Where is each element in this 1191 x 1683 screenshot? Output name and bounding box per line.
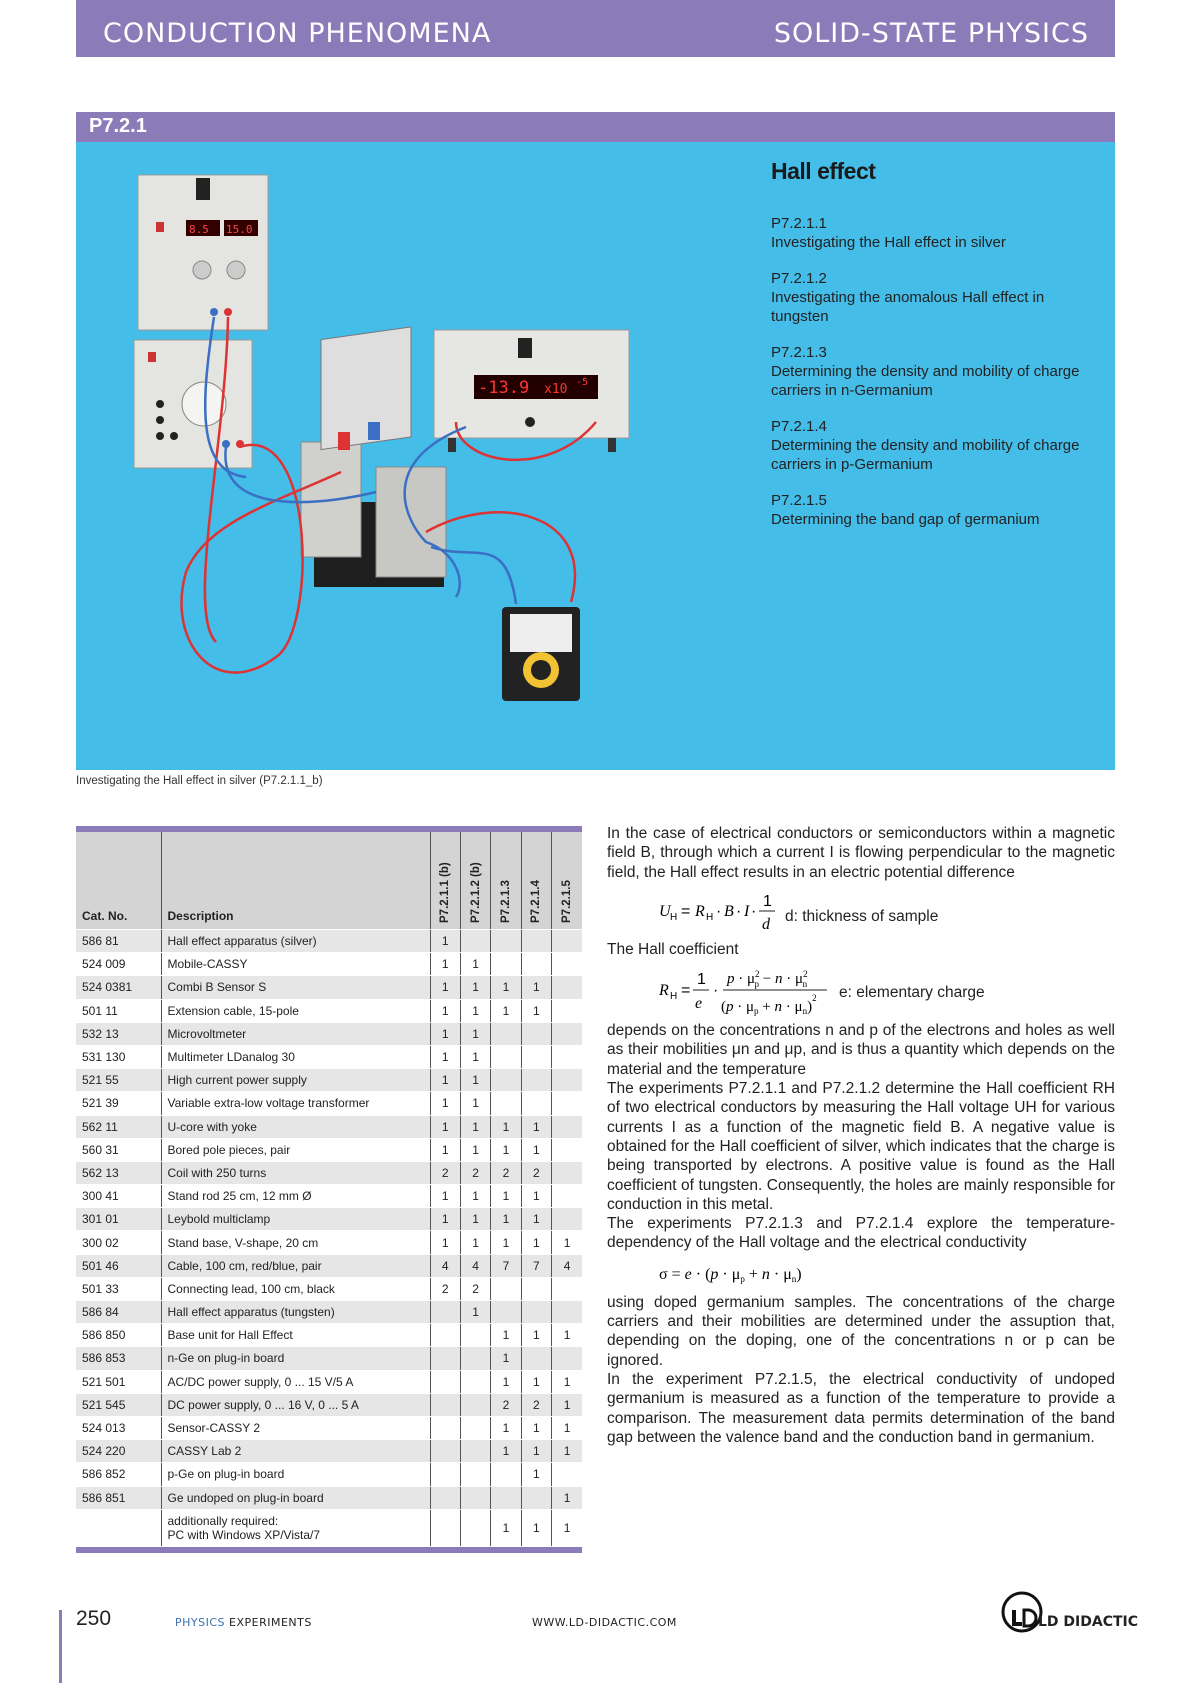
quantity-cell: 1 [491,976,521,999]
formula-note: d: thickness of sample [785,907,939,925]
header-cat-no: Cat. No. [76,832,161,930]
quantity-cell: 2 [430,1277,460,1300]
quantity-cell [460,930,490,953]
quantity-cell: 2 [521,1393,551,1416]
cat-no-cell: 560 31 [76,1138,161,1161]
table-row [76,1069,582,1092]
quantity-cell [430,1486,460,1509]
footer-rule [59,1610,62,1683]
quantity-cell: 1 [521,1185,551,1208]
quantity-cell: 1 [552,1324,582,1347]
quantity-cell: 7 [521,1254,551,1277]
quantity-cell: 1 [491,1370,521,1393]
quantity-cell [552,1115,582,1138]
paragraph: In the experiment P7.2.1.5, the electrical conductivity of undoped germanium is measured as a function of the temperature to provide a comparison. The measurement data permits determination of the band gap between the valence band and the conduction band in germanium. [607,1370,1115,1446]
cat-no-cell: 531 130 [76,1045,161,1068]
cat-no-cell: 524 220 [76,1440,161,1463]
description-cell: Coil with 250 turns [161,1161,430,1184]
quantity-cell: 1 [552,1393,582,1416]
svg-text:1: 1 [763,892,772,910]
quantity-cell [491,1301,521,1324]
quantity-cell: 1 [491,1208,521,1231]
hall-voltage-formula [607,882,1115,940]
paragraph: depends on the concentrations n and p of the electrons and holes as well as their mobilities μn and μp, and is thus a quantity which depends on the material and the temperature [607,1022,1115,1078]
cat-no-cell: 501 33 [76,1277,161,1300]
table-row [76,1416,582,1439]
svg-text:H: H [670,911,678,923]
quantity-cell: 1 [430,1069,460,1092]
quantity-cell: 2 [460,1277,490,1300]
svg-text:σ = e · (p · μp + n · μn): σ = e · (p · μp + n · μn) [659,1265,802,1284]
svg-text:(p · μp + n · μn)2: $(p \cdot \mu_p + n \cdot \mu_n)^2$ [721,993,817,1017]
table-row [76,1463,582,1486]
voltmeter-display: -13.9 [478,378,530,398]
quantity-cell: 1 [521,999,551,1022]
description-cell: Multimeter LDanalog 30 [161,1045,430,1068]
svg-text:·: · [713,982,719,1000]
quantity-cell: 1 [460,1022,490,1045]
hall-coefficient-formula [607,959,1115,1021]
quantity-cell: 1 [491,1231,521,1254]
cat-no-cell: 300 41 [76,1185,161,1208]
table-row [76,1138,582,1161]
experiment-code: P7.2.1.3 [771,344,827,361]
photo-caption: Investigating the Hall effect in silver (P7.2.1.1_b) [76,775,323,787]
description-cell: Sensor-CASSY 2 [161,1416,430,1439]
table-row [76,1277,582,1300]
quantity-cell: 2 [491,1161,521,1184]
quantity-cell: 1 [521,1463,551,1486]
upper-display-2: 15.0 [226,223,253,236]
table-row [76,930,582,953]
description-cell: Connecting lead, 100 cm, black [161,1277,430,1300]
quantity-cell [552,1161,582,1184]
quantity-cell [430,1416,460,1439]
quantity-cell: 1 [491,1416,521,1439]
quantity-cell [460,1347,490,1370]
quantity-cell: 1 [460,1092,490,1115]
svg-text:H: H [670,991,678,1003]
svg-text:=: = [681,982,691,1000]
experiment-item [771,269,1091,326]
description-cell: Stand base, V-shape, 20 cm [161,1231,430,1254]
quantity-cell [521,1045,551,1068]
experiment-title: Determining the density and mobility of charge carriers in p-Germanium [771,437,1080,473]
experiment-list [771,214,1091,546]
svg-text:·: · [751,902,757,920]
header-exp-col: P7.2.1.1 (b) [430,832,460,930]
header-left-title: CONDUCTION PHENOMENA [103,18,492,49]
cat-no-cell: 586 851 [76,1486,161,1509]
quantity-cell: 1 [430,1045,460,1068]
cat-no-cell: 521 55 [76,1069,161,1092]
quantity-cell: 1 [491,1440,521,1463]
additional-item: PC with Windows XP/Vista/7 [167,1527,321,1542]
footer-series [175,1616,312,1629]
quantity-cell [552,1138,582,1161]
experiment-item [771,214,1091,252]
quantity-cell [430,1463,460,1486]
table-row [76,1022,582,1045]
logo-text: LD DIDACTIC [1038,1614,1139,1630]
description-cell: Microvoltmeter [161,1022,430,1045]
quantity-cell: 1 [460,1185,490,1208]
quantity-cell [552,999,582,1022]
experiment-title: Determining the density and mobility of charge carriers in n-Germanium [771,363,1080,399]
description-cell: Base unit for Hall Effect [161,1324,430,1347]
experiment-code: P7.2.1.5 [771,492,827,509]
cat-no-cell: 562 13 [76,1161,161,1184]
quantity-cell [552,930,582,953]
header-bar [76,0,1115,57]
description-cell: Variable extra-low voltage transformer [161,1092,430,1115]
quantity-cell: 1 [521,1324,551,1347]
description-cell: Leybold multiclamp [161,1208,430,1231]
cat-no-cell: 300 02 [76,1231,161,1254]
quantity-cell: 1 [491,1138,521,1161]
table-row [76,1161,582,1184]
experiment-code: P7.2.1.4 [771,418,827,435]
table-row [76,1370,582,1393]
quantity-cell: 1 [430,1138,460,1161]
quantity-cell: 1 [430,953,460,976]
quantity-cell: 1 [552,1509,582,1546]
description-cell [161,1509,430,1546]
quantity-cell [521,1069,551,1092]
quantity-cell [460,1486,490,1509]
quantity-cell: 2 [460,1161,490,1184]
quantity-cell: 1 [460,999,490,1022]
cat-no-cell: 521 545 [76,1393,161,1416]
description-cell: High current power supply [161,1069,430,1092]
quantity-cell: 1 [460,976,490,999]
quantity-cell: 1 [460,1208,490,1231]
table-row [76,1115,582,1138]
quantity-cell [430,1370,460,1393]
paragraph: The Hall coefficient [607,940,739,958]
table-row [76,999,582,1022]
quantity-cell [552,1092,582,1115]
footer-series-rest: EXPERIMENTS [225,1616,312,1629]
quantity-cell [552,1277,582,1300]
cat-no-cell [76,1509,161,1546]
cat-no-cell: 562 11 [76,1115,161,1138]
header-right-title: SOLID-STATE PHYSICS [773,18,1089,49]
quantity-cell [430,1509,460,1546]
quantity-cell [460,1463,490,1486]
svg-text:U: U [659,902,671,920]
hall-coefficient-equation [655,959,855,1021]
table-row [76,953,582,976]
description-cell: Extension cable, 15-pole [161,999,430,1022]
description-cell: Mobile-CASSY [161,953,430,976]
quantity-cell [521,1347,551,1370]
quantity-cell: 1 [460,953,490,976]
quantity-cell: 1 [521,1509,551,1546]
table-bottom-rule [76,1547,582,1553]
quantity-cell: 2 [521,1161,551,1184]
quantity-cell [491,1486,521,1509]
quantity-cell [491,953,521,976]
quantity-cell [460,1416,490,1439]
table-row [76,1440,582,1463]
conductivity-equation [659,1253,859,1293]
quantity-cell: 1 [552,1231,582,1254]
cat-no-cell: 586 853 [76,1347,161,1370]
quantity-cell [491,1092,521,1115]
paragraph: In the case of electrical conductors or semiconductors within a magnetic field B, through which a current I is flowing perpendicular to the magnetic field, the Hall effect results in an electric potential difference [607,825,1115,881]
quantity-cell: 1 [521,1370,551,1393]
quantity-cell: 1 [521,1115,551,1138]
quantity-cell [552,1347,582,1370]
footer-series-highlight: PHYSICS [175,1616,226,1629]
quantity-cell [460,1440,490,1463]
header-description: Description [161,832,430,930]
experiment-item [771,343,1091,400]
footer-url[interactable]: WWW.LD-DIDACTIC.COM [532,1616,677,1629]
description-cell: Combi B Sensor S [161,976,430,999]
paragraph: The experiments P7.2.1.1 and P7.2.1.2 determine the Hall coefficient RH of two electrical conductors by measuring the Hall voltage UH for various currents I as a function of the magnetic field B. A negative value is obtained for the Hall coefficient of silver, which indicates that the charge is being transported by electrons. A positive value is found as the Hall coefficient of tungsten. Consequently, the holes are mainly responsible for conduction in this metal. [607,1080,1115,1213]
svg-text:p · μ2p − n · μ2n: $p \cdot \mu^2$ $p - n \cdot \mu^2$ n [727,969,808,990]
cat-no-cell: 301 01 [76,1208,161,1231]
table-row [76,1045,582,1068]
quantity-cell [552,976,582,999]
quantity-cell [430,1347,460,1370]
description-cell: DC power supply, 0 ... 16 V, 0 ... 5 A [161,1393,430,1416]
description-cell: CASSY Lab 2 [161,1440,430,1463]
quantity-cell: 1 [430,1092,460,1115]
description-cell: Hall effect apparatus (silver) [161,930,430,953]
table-row [76,1324,582,1347]
quantity-cell [491,1277,521,1300]
experiment-panel [76,142,1115,770]
quantity-cell [552,1045,582,1068]
svg-text:e: e [695,995,703,1013]
conductivity-formula [607,1253,1115,1293]
section-bar [76,112,1115,142]
quantity-cell [491,1463,521,1486]
quantity-cell [460,1393,490,1416]
quantity-cell: 1 [552,1416,582,1439]
quantity-cell [430,1440,460,1463]
quantity-cell [552,1069,582,1092]
quantity-cell [521,1092,551,1115]
cat-no-cell: 532 13 [76,1022,161,1045]
description-cell: Stand rod 25 cm, 12 mm Ø [161,1185,430,1208]
cat-no-cell: 586 84 [76,1301,161,1324]
quantity-cell: 2 [491,1393,521,1416]
header-exp-col: P7.2.1.5 [552,832,582,930]
quantity-cell [552,1463,582,1486]
formula-note: e: elementary charge [839,984,985,1002]
cat-no-cell: 521 39 [76,1092,161,1115]
description-cell: Ge undoped on plug-in board [161,1486,430,1509]
description-cell: Hall effect apparatus (tungsten) [161,1301,430,1324]
quantity-cell: 2 [430,1161,460,1184]
quantity-cell: 1 [491,1324,521,1347]
header-exp-col: P7.2.1.2 (b) [460,832,490,930]
quantity-cell: 4 [460,1254,490,1277]
page-number: 250 [76,1607,112,1630]
quantity-cell: 1 [460,1069,490,1092]
quantity-cell: 1 [430,1022,460,1045]
experiment-title: Determining the band gap of germanium [771,511,1040,528]
table-row [76,1092,582,1115]
quantity-cell: 1 [430,976,460,999]
experiment-code: P7.2.1.2 [771,270,827,287]
quantity-cell [552,953,582,976]
header-exp-col: P7.2.1.4 [521,832,551,930]
quantity-cell: 1 [460,1115,490,1138]
panel-title: Hall effect [771,158,876,184]
quantity-cell [552,1208,582,1231]
table-row [76,1486,582,1509]
svg-text:H: H [706,911,714,923]
quantity-cell [521,1277,551,1300]
svg-text:1: 1 [697,971,706,989]
experiment-title: Investigating the Hall effect in silver [771,234,1006,251]
description-cell: Bored pole pieces, pair [161,1138,430,1161]
cat-no-cell: 586 81 [76,930,161,953]
voltmeter-exponent: -5 [576,377,589,388]
table-row [76,1301,582,1324]
table-row [76,1254,582,1277]
description-cell: n-Ge on plug-in board [161,1347,430,1370]
quantity-cell: 1 [521,1440,551,1463]
experiment-code: P7.2.1.1 [771,215,827,232]
additional-label: additionally required: [167,1513,279,1528]
quantity-cell: 7 [491,1254,521,1277]
quantity-cell: 1 [491,1347,521,1370]
description-cell: Cable, 100 cm, red/blue, pair [161,1254,430,1277]
quantity-cell: 1 [491,1115,521,1138]
svg-text:R: R [695,902,705,920]
table-row [76,1347,582,1370]
quantity-cell [460,1509,490,1546]
table-row [76,1231,582,1254]
quantity-cell [552,1185,582,1208]
quantity-cell [521,1022,551,1045]
quantity-cell: 1 [491,1185,521,1208]
section-id: P7.2.1 [89,115,147,137]
cat-no-cell: 521 501 [76,1370,161,1393]
quantity-cell: 1 [521,976,551,999]
svg-text:·: · [736,902,742,920]
paragraph: The experiments P7.2.1.3 and P7.2.1.4 explore the temperature-dependency of the Hall voltage and the electrical conductivity [607,1215,1115,1252]
quantity-cell [552,1301,582,1324]
svg-text:I: I [744,902,750,920]
description-cell: AC/DC power supply, 0 ... 15 V/5 A [161,1370,430,1393]
body-text [607,824,1115,1447]
quantity-cell: 1 [430,1115,460,1138]
cat-no-cell: 524 0381 [76,976,161,999]
header-exp-col: P7.2.1.3 [491,832,521,930]
quantity-cell: 1 [430,1208,460,1231]
table-row [76,1208,582,1231]
quantity-cell: 1 [460,1301,490,1324]
cat-no-cell: 524 013 [76,1416,161,1439]
quantity-cell: 1 [521,1416,551,1439]
cat-no-cell: 524 009 [76,953,161,976]
quantity-cell: 1 [460,1045,490,1068]
quantity-cell: 1 [552,1440,582,1463]
quantity-cell [491,1069,521,1092]
apparatus-photo [76,142,696,770]
quantity-cell [521,953,551,976]
quantity-cell: 1 [460,1138,490,1161]
svg-text:d: d [762,915,770,933]
quantity-cell [491,1045,521,1068]
quantity-cell: 1 [491,1509,521,1546]
experiment-title: Investigating the anomalous Hall effect in tungsten [771,289,1045,325]
description-cell: U-core with yoke [161,1115,430,1138]
svg-text:B: B [724,902,734,920]
quantity-cell: 1 [521,1208,551,1231]
table-row [76,1185,582,1208]
quantity-cell: 1 [552,1370,582,1393]
cat-no-cell: 501 11 [76,999,161,1022]
quantity-cell: 1 [430,999,460,1022]
quantity-cell: 1 [521,1231,551,1254]
quantity-cell: 4 [552,1254,582,1277]
quantity-cell [460,1370,490,1393]
quantity-cell [491,930,521,953]
quantity-cell [430,1393,460,1416]
quantity-cell [521,1301,551,1324]
quantity-cell: 1 [430,1185,460,1208]
quantity-cell [491,1022,521,1045]
description-cell: p-Ge on plug-in board [161,1463,430,1486]
quantity-cell [430,1301,460,1324]
table-row [76,976,582,999]
cat-no-cell: 501 46 [76,1254,161,1277]
quantity-cell: 1 [552,1486,582,1509]
cat-no-cell: 586 852 [76,1463,161,1486]
experiment-item [771,491,1091,529]
quantity-cell [552,1022,582,1045]
paragraph: using doped germanium samples. The concentrations of the charge carriers and their mobilities are determined under the assuption that, depending on the doping, one of the concentrations n or p can be ignored. [607,1293,1115,1369]
quantity-cell: 4 [430,1254,460,1277]
table-body [76,930,582,1547]
experiment-item [771,417,1091,474]
cat-no-cell: 586 850 [76,1324,161,1347]
quantity-cell [460,1324,490,1347]
svg-text:·: · [716,902,722,920]
voltmeter-unit: x10 [544,382,568,397]
table-row [76,1393,582,1416]
upper-display-1: 8.5 [189,223,209,236]
quantity-cell: 1 [521,1138,551,1161]
quantity-cell: 1 [460,1231,490,1254]
svg-text:=: = [681,902,691,920]
table-row-additional [76,1509,582,1546]
quantity-cell: 1 [430,930,460,953]
quantity-cell: 1 [491,999,521,1022]
quantity-cell: 1 [430,1231,460,1254]
svg-text:R: R [659,982,669,1000]
quantity-cell [521,1486,551,1509]
quantity-cell [430,1324,460,1347]
quantity-cell [521,930,551,953]
equipment-table [76,826,582,1553]
